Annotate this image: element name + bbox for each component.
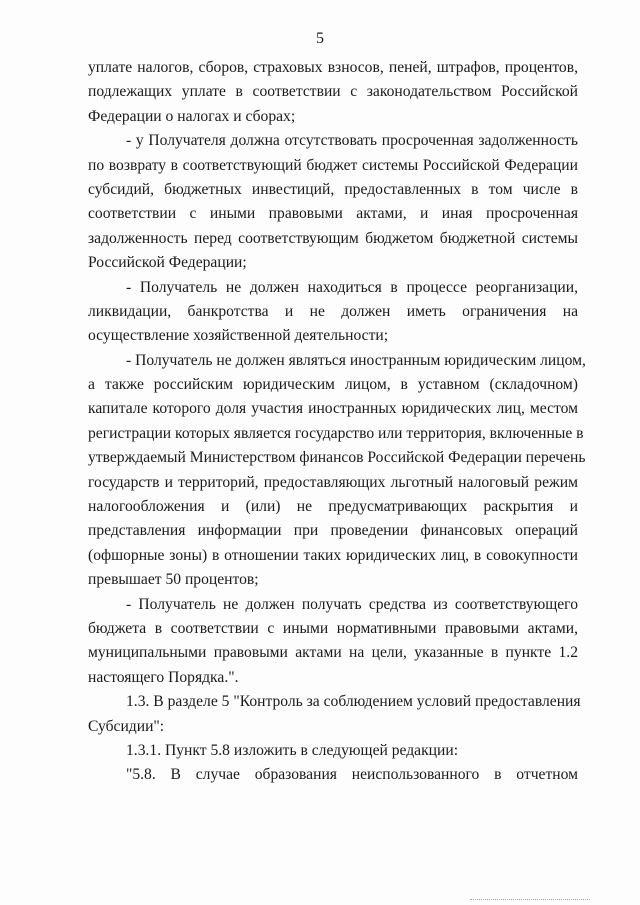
text-line: задолженность перед соответствующим бюджетом бюджетной системы <box>88 229 578 247</box>
text-line: капитале которого доля участия иностранных юридических лиц, местом <box>88 400 578 418</box>
text-line: подлежащих уплате в соответствии с законодательством Российской <box>88 83 578 101</box>
text-line: - Получатель не должен являться иностранным юридическим лицом, <box>126 351 586 369</box>
text-line: регистрации которых является государство или территория, включенные в <box>88 424 584 442</box>
text-line: по возврату в соответствующий бюджет системы Российской Федерации <box>88 156 578 174</box>
text-line: 1.3. В разделе 5 "Контроль за соблюдением условий предоставления <box>126 693 581 711</box>
text-line: - Получатель не должен находиться в процессе реорганизации, <box>126 278 578 296</box>
text-line: субсидий, бюджетных инвестиций, предоставленных в том числе в <box>88 180 578 198</box>
text-line: а также российским юридическим лицом, в уставном (складочном) <box>88 376 578 394</box>
text-line: превышает 50 процентов; <box>88 571 259 589</box>
text-line: (офшорные зоны) в отношении таких юридических лиц, в совокупности <box>88 546 578 564</box>
text-line: Российской Федерации; <box>88 254 247 272</box>
text-line: - у Получателя должна отсутствовать просроченная задолженность <box>126 132 578 150</box>
text-line: представления информации при проведении финансовых операций <box>88 522 578 540</box>
text-line: - Получатель не должен получать средства из соответствующего <box>126 595 578 613</box>
text-line: налогообложения и (или) не предусматривающих раскрытия и <box>88 498 578 516</box>
text-line: осуществление хозяйственной деятельности; <box>88 327 389 345</box>
text-line: государств и территорий, предоставляющих льготный налоговый режим <box>88 473 578 491</box>
text-line: 1.3.1. Пункт 5.8 изложить в следующей редакции: <box>126 741 459 759</box>
document-body <box>88 56 586 788</box>
text-line: муниципальными правовыми актами на цели, указанные в пункте 1.2 <box>88 644 578 662</box>
text-line: "5.8. В случае образования неиспользованного в отчетном <box>126 766 578 784</box>
text-line: бюджета в соответствии с иными нормативными правовыми актами, <box>88 619 578 637</box>
text-line: утверждаемый Министерством финансов Российской Федерации перечень <box>88 449 586 467</box>
text-line: уплате налогов, сборов, страховых взносов, пеней, штрафов, процентов, <box>88 59 578 76</box>
scan-artifact <box>470 899 590 903</box>
text-line: соответствии с иными правовыми актами, и иная просроченная <box>88 205 578 223</box>
page-number: 5 <box>316 30 324 47</box>
text-line: Федерации о налогах и сборах; <box>88 107 296 125</box>
text-line: Субсидии": <box>88 717 165 735</box>
text-line: ликвидации, банкротства и не должен иметь ограничения на <box>88 302 578 320</box>
text-line: настоящего Порядка.". <box>88 668 239 686</box>
